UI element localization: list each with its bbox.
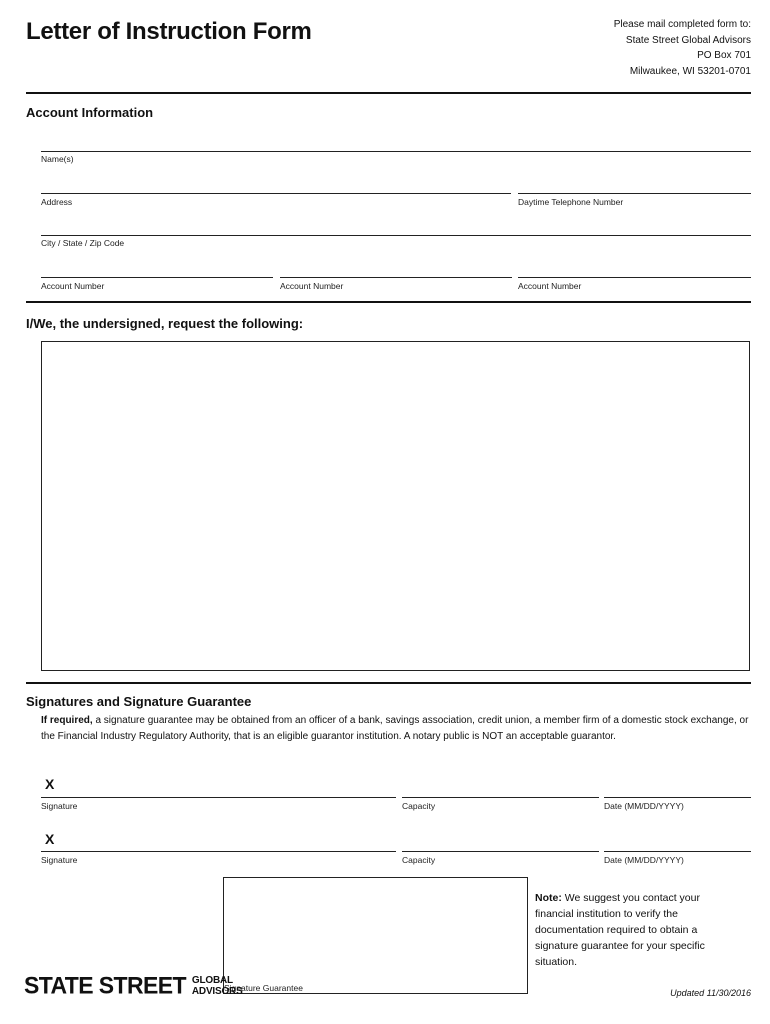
account-number-label-3: Account Number [518,281,582,291]
address-label: Address [41,197,73,207]
capacity-field-2[interactable] [402,851,599,852]
names-label: Name(s) [41,154,74,164]
logo-wordmark: STATE STREET [24,971,186,999]
mail-instruction: Please mail completed form to: [613,19,751,30]
note-label: Note: [535,892,562,904]
address-field[interactable] [41,193,511,194]
request-section-divider [26,682,751,684]
phone-field[interactable] [518,193,751,194]
signature-guarantee-instructions [41,713,751,745]
signature-x-mark-2: X [45,831,55,847]
date-label-2: Date (MM/DD/YYYY) [604,855,684,865]
signature-label-2: Signature [41,855,78,865]
date-label-1: Date (MM/DD/YYYY) [604,801,684,811]
account-section-divider [26,301,751,303]
names-field[interactable] [41,151,751,152]
signature-field-2[interactable] [41,851,396,852]
state-street-logo [24,972,243,999]
request-text-area[interactable] [41,341,750,671]
request-heading: I/We, the undersigned, request the following: [26,316,304,331]
signature-x-mark-1: X [45,776,55,792]
account-number-field-3[interactable] [518,277,751,278]
logo-subtitle-global: GLOBAL [191,974,233,986]
guarantee-instructions-text: a signature guarantee may be obtained from an officer of a bank, savings association, credit union, a member firm of a domestic stock exchange, or the Financial Industry Regulatory Authority, that is an eligible guarantor institution. A notary public is NOT an acceptable guarantor. [41,715,749,742]
mail-city: Milwaukee, WI 53201-0701 [629,65,751,77]
note-text [535,890,735,970]
form-title: Letter of Instruction Form [26,18,312,45]
city-state-zip-field[interactable] [41,235,751,236]
account-info-heading: Account Information [26,105,154,120]
signature-guarantee-box[interactable] [223,877,528,994]
phone-label: Daytime Telephone Number [518,197,624,207]
mail-company: State Street Global Advisors [625,34,751,46]
city-state-zip-label: City / State / Zip Code [41,238,125,248]
logo-subtitle [192,975,243,997]
account-number-field-2[interactable] [280,277,512,278]
capacity-field-1[interactable] [402,797,599,798]
mailing-address [614,17,751,79]
date-field-2[interactable] [604,851,751,852]
if-required-text: If required, [41,715,93,726]
account-number-field-1[interactable] [41,277,273,278]
updated-date: Updated 11/30/2016 [670,988,751,998]
capacity-label-1: Capacity [402,801,436,811]
date-field-1[interactable] [604,797,751,798]
signature-guarantee-label: Signature Guarantee [224,983,303,993]
logo-subtitle-advisors: ADVISORS [191,985,243,997]
note-body: We suggest you contact your financial institution to verify the documentation required to obtain a signature guarantee for your specific situation. [535,892,705,968]
mail-po-box: PO Box 701 [697,50,751,61]
capacity-label-2: Capacity [402,855,436,865]
signatures-heading: Signatures and Signature Guarantee [26,694,252,709]
signature-label-1: Signature [41,801,78,811]
account-number-label-1: Account Number [41,281,105,291]
signature-field-1[interactable] [41,797,396,798]
account-number-label-2: Account Number [280,281,344,291]
header-divider [26,92,751,94]
